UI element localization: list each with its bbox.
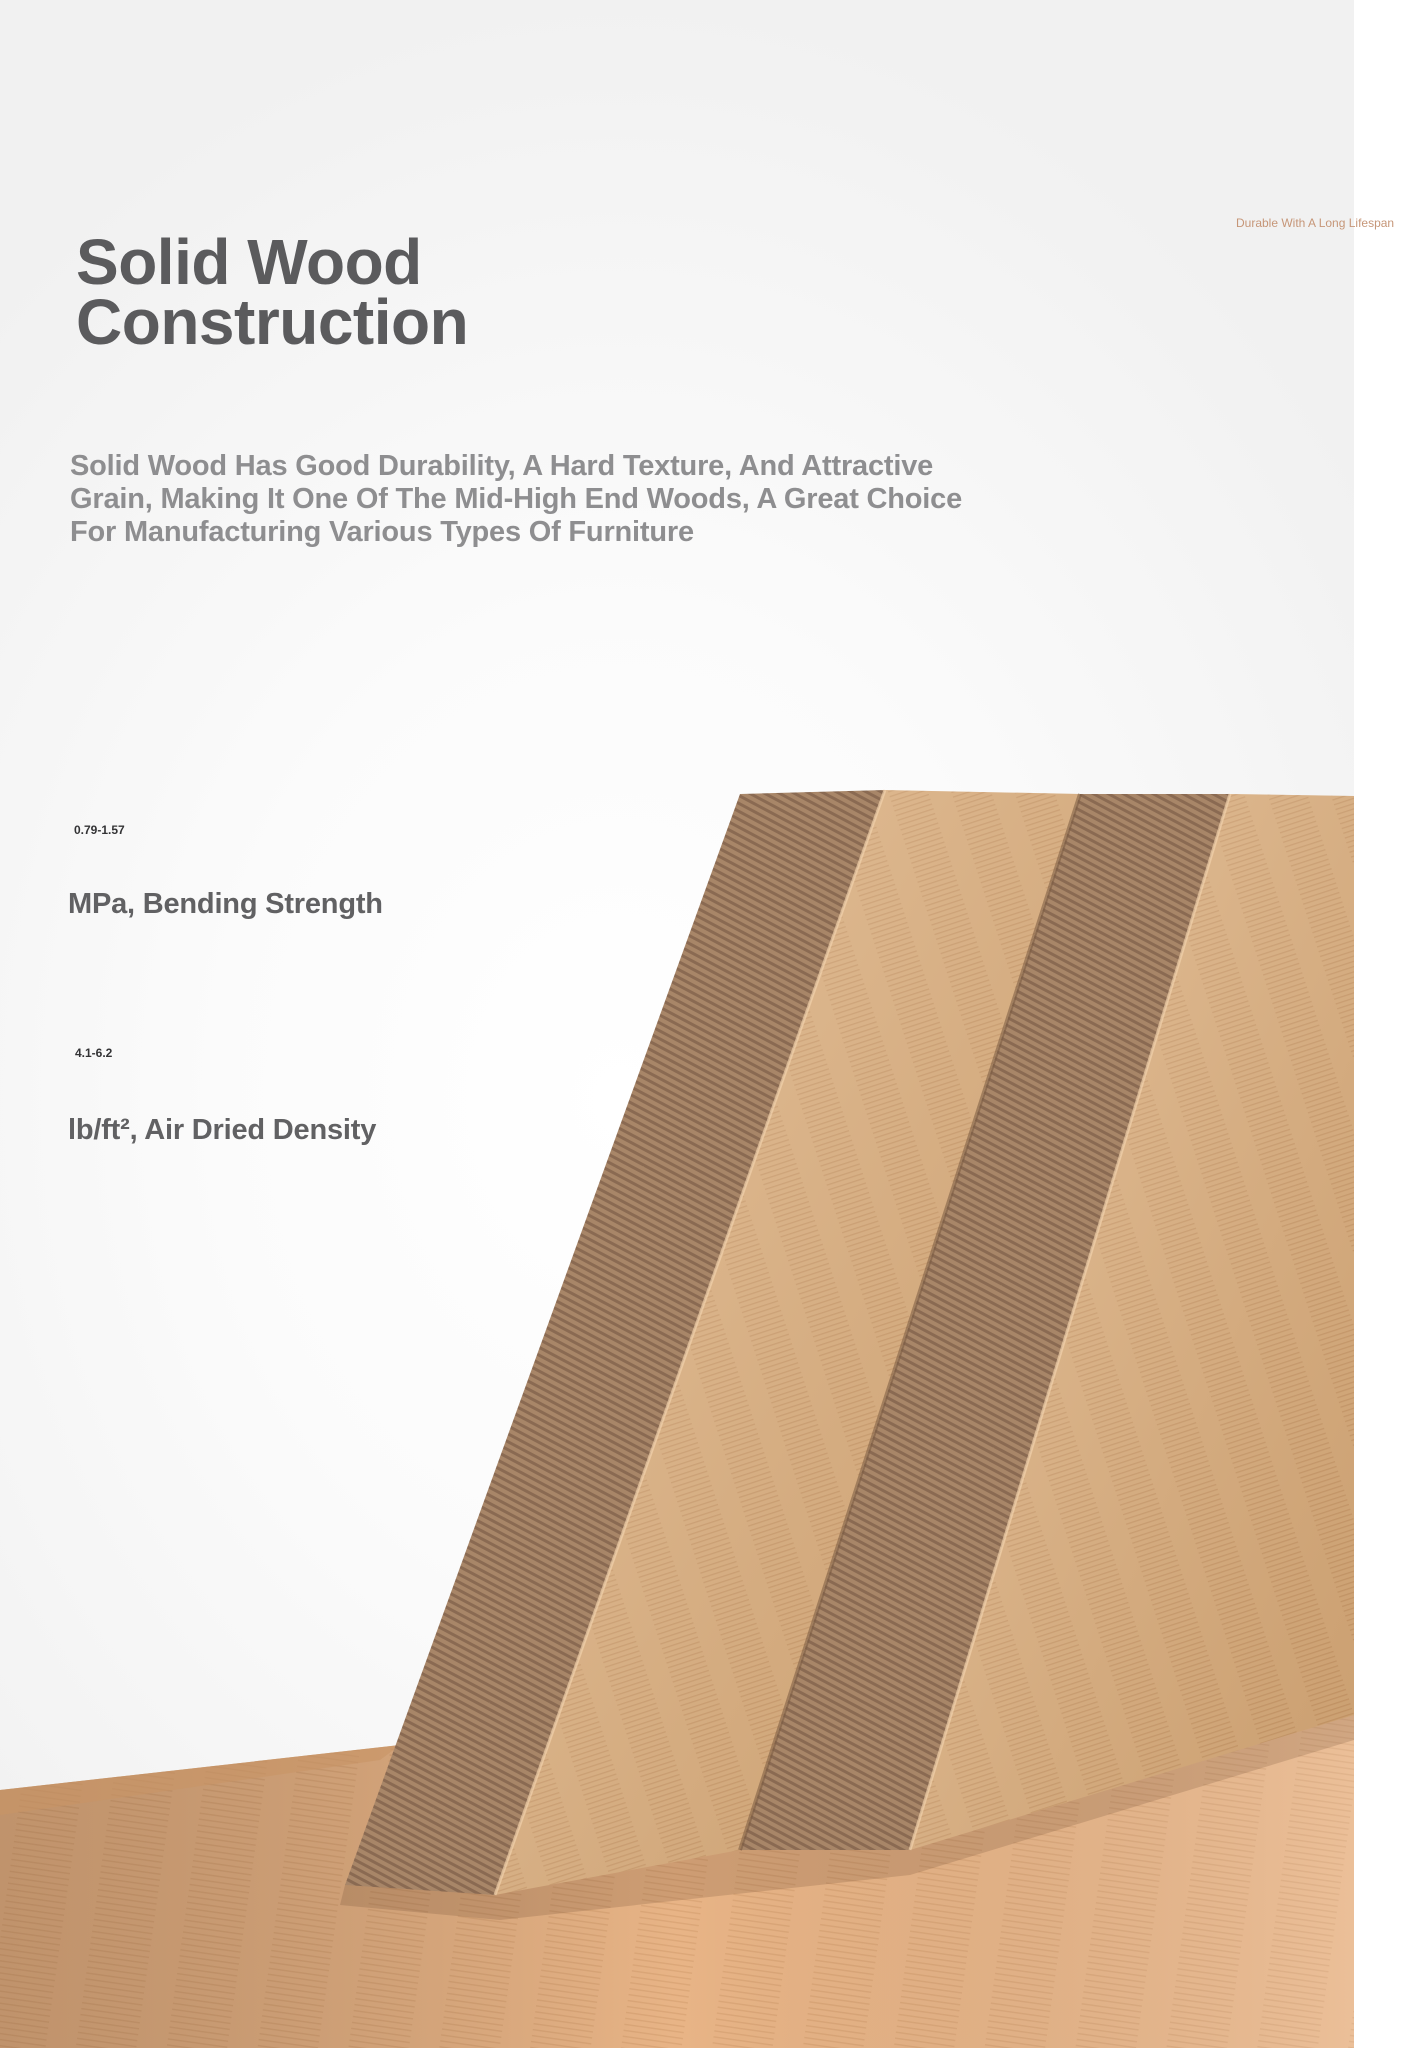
title-line-2: Construction (76, 286, 469, 358)
page-title (76, 226, 469, 358)
description-text: Solid Wood Has Good Durability, A Hard Texture, And Attractive Grain, Making It One Of The Mid-High End Woods, A Great Choice For Manufacturing Various Types Of Furniture (70, 450, 963, 548)
air-dried-density-label: lb/ft², Air Dried Density (68, 1114, 377, 1146)
tagline: Durable With A Long Lifespan (1236, 216, 1395, 230)
title-line-1: Solid Wood (76, 226, 422, 298)
air-dried-density-value: 4.1-6.2 (75, 1046, 113, 1060)
bending-strength-value: 0.79-1.57 (74, 823, 125, 837)
bending-strength-label: MPa, Bending Strength (68, 888, 383, 920)
